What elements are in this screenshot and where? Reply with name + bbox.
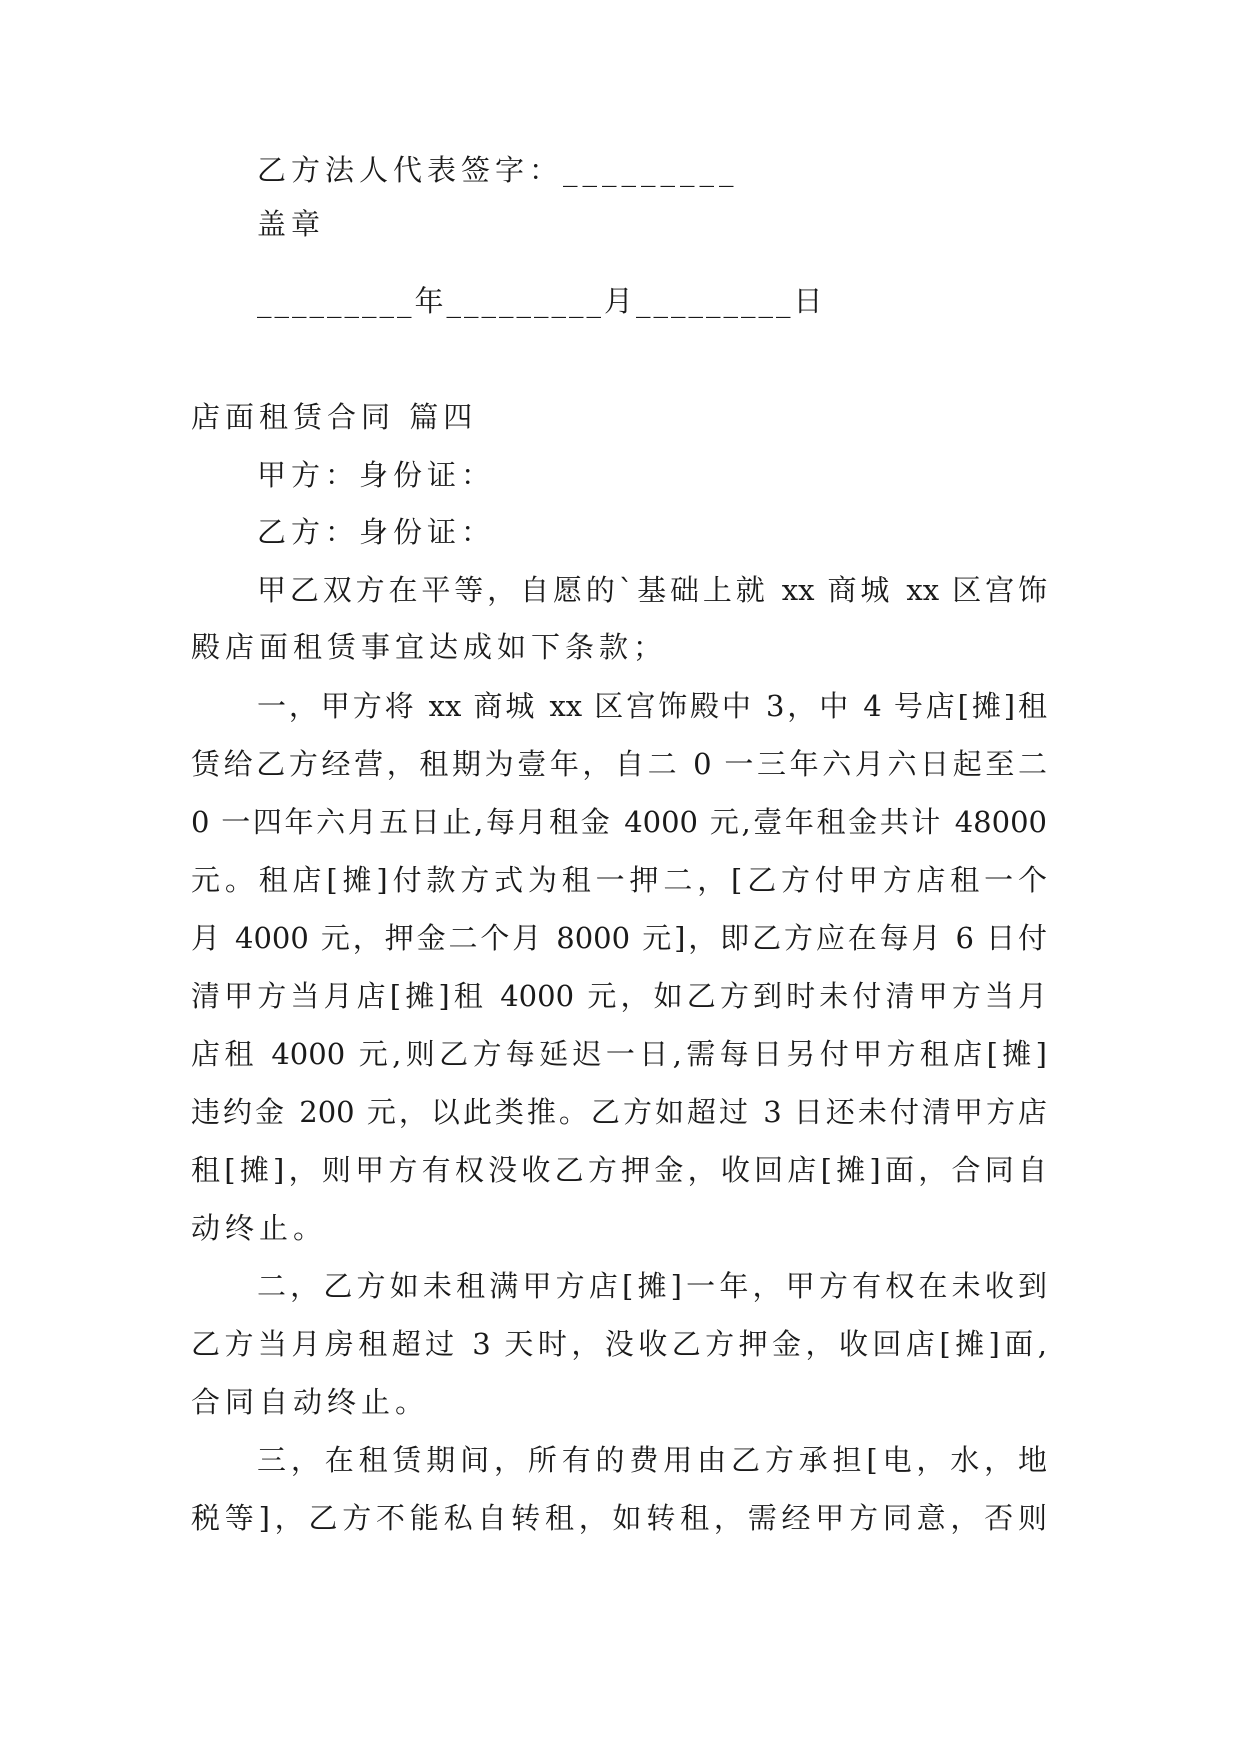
party-a-line: 甲方：身份证： xyxy=(257,458,496,492)
body-line: 合同自动终止。 xyxy=(191,1385,430,1419)
body-line: 乙方当月房租超过 3 天时，没收乙方押金，收回店[摊]面, xyxy=(191,1327,1047,1361)
body-line: 违约金 200 元，以此类推。乙方如超过 3 日还未付清甲方店 xyxy=(191,1095,1047,1129)
body-line: 二，乙方如未租满甲方店[摊]一年，甲方有权在未收到 xyxy=(257,1269,1047,1303)
body-line: 租[摊]，则甲方有权没收乙方押金，收回店[摊]面，合同自 xyxy=(191,1153,1047,1187)
body-line: 店租 4000 元,则乙方每延迟一日,需每日另付甲方租店[摊] xyxy=(191,1037,1047,1071)
body-line: 0 一四年六月五日止,每月租金 4000 元,壹年租金共计 48000 xyxy=(191,805,1047,839)
body-line: 三，在租赁期间，所有的费用由乙方承担[电，水，地 xyxy=(257,1443,1047,1477)
party-b-line: 乙方：身份证： xyxy=(257,515,496,549)
section-title: 店面租赁合同 篇四 xyxy=(191,400,478,434)
body-line: 清甲方当月店[摊]租 4000 元，如乙方到时未付清甲方当月 xyxy=(191,979,1047,1013)
seal-line: 盖章 xyxy=(257,207,326,241)
body-line: 赁给乙方经营，租期为壹年，自二 0 一三年六月六日起至二 xyxy=(191,747,1047,781)
body-line: 税等]，乙方不能私自转租，如转租，需经甲方同意，否则 xyxy=(191,1501,1047,1535)
body-line: 甲乙双方在平等，自愿的`基础上就 xx 商城 xx 区宫饰 xyxy=(257,573,1047,607)
representative-signature-line: 乙方法人代表签字：_________ xyxy=(257,153,739,187)
date-line: _________年_________月_________日 xyxy=(257,284,826,318)
body-line: 殿店面租赁事宜达成如下条款； xyxy=(191,630,668,664)
body-line: 一，甲方将 xx 商城 xx 区宫饰殿中 3，中 4 号店[摊]租 xyxy=(257,689,1047,723)
body-line: 动终止。 xyxy=(191,1211,328,1245)
body-line: 月 4000 元，押金二个月 8000 元]，即乙方应在每月 6 日付 xyxy=(191,921,1047,955)
body-line: 元。租店[摊]付款方式为租一押二，[乙方付甲方店租一个 xyxy=(191,863,1047,897)
